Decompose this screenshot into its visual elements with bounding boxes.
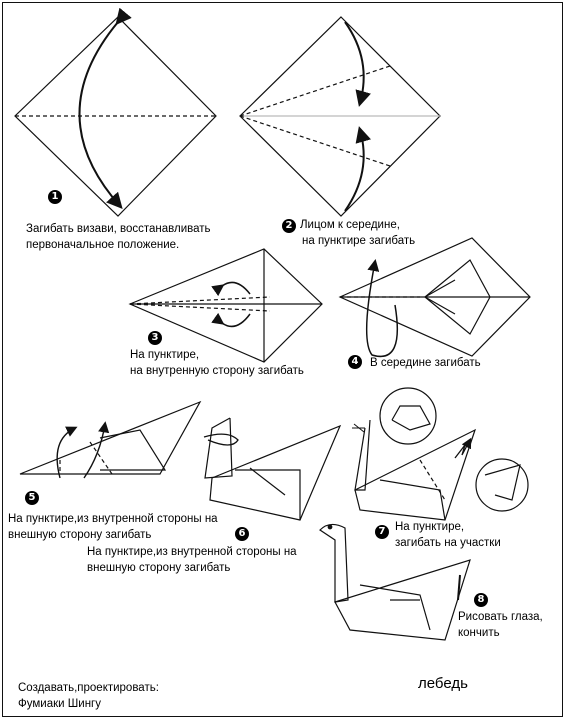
step4-figure (340, 238, 530, 356)
step7-text-line1: На пунктире, (395, 521, 465, 533)
step6-text-line2: внешную сторону загибать (87, 562, 231, 574)
step3-text-line2: на внутренную сторону загибать (130, 365, 304, 377)
step5-badge: 5 (25, 491, 39, 505)
step5-text-line1: На пунктире,из внутренной стороны на (8, 513, 218, 525)
page-title: лебедь (418, 675, 468, 692)
step7-text-line2: загибать на участки (395, 537, 501, 549)
step6-figure (204, 418, 340, 520)
step8-text-line2: кончить (458, 627, 500, 639)
step6-text-line1: На пунктире,из внутренной стороны на (87, 546, 297, 558)
step8-badge: 8 (474, 593, 488, 607)
step4-badge: 4 (348, 355, 362, 369)
step2-text-line1: Лицом к середине, (300, 219, 400, 231)
credits-line1: Создавать,проектировать: (18, 682, 159, 694)
step5-figure (20, 402, 200, 478)
step8-text-line1: Рисовать глаза, (458, 611, 543, 623)
step2-badge: 2 (282, 219, 296, 233)
step1-badge: 1 (48, 190, 62, 204)
step1-figure (15, 17, 216, 216)
step3-text-line1: На пунктире, (130, 349, 200, 361)
step4-text-line1: В середине загибать (370, 357, 481, 369)
step3-figure (130, 249, 322, 362)
step7-badge: 7 (375, 525, 389, 539)
credits-line2: Фумиаки Шингу (18, 698, 101, 710)
step1-text-line1: Загибать визави, восстанавливать (26, 223, 211, 235)
step6-badge: 6 (235, 527, 249, 541)
step5-text-line2: внешную сторону загибать (8, 529, 152, 541)
step1-text-line2: первоначальное положение. (26, 239, 180, 251)
step2-figure (240, 17, 440, 216)
step2-text-line2: на пунктире загибать (302, 235, 416, 247)
step3-badge: 3 (148, 331, 162, 345)
step7-figure (352, 388, 528, 520)
